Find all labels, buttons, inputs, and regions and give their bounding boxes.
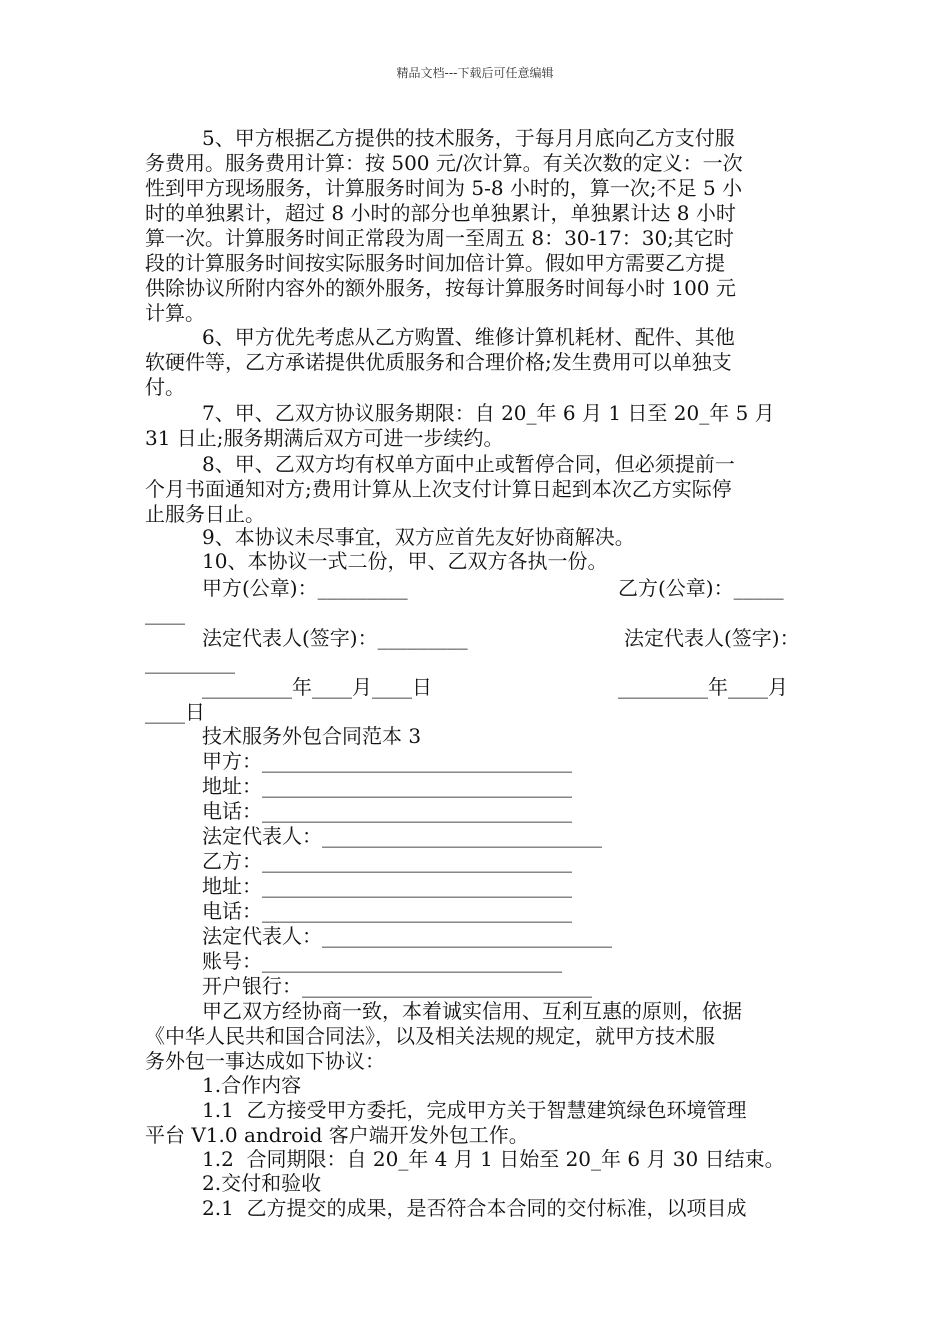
party-a-representative: 法定代表人(签字)：_________ [202,626,468,650]
party-b-date-continuation: ____日 [145,700,205,724]
intro-line: 甲乙双方经协商一致，本着诚实信用、互利互惠的原则，依据 [202,999,742,1023]
form-field-representative-b: 法定代表人：_____________________________ [202,924,612,948]
section-1-heading: 1.合作内容 [202,1073,302,1097]
intro-line: 《中华人民共和国合同法》，以及相关法规的规定，就甲方技术服 [145,1024,715,1048]
page-header: 精品文档---下载后可任意编辑 [396,66,554,80]
paragraph-5-line: 段的计算服务时间按实际服务时间加倍计算。假如甲方需要乙方提 [145,251,725,275]
form-field-address-b: 地址：_______________________________ [202,874,572,898]
clause-1-2: 1.2 合同期限：自 20_年 4 月 1 日始至 20_年 6 月 30 日结束。 [202,1147,785,1171]
contract-3-title: 技术服务外包合同范本 3 [202,724,422,748]
paragraph-5-line: 算一次。计算服务时间正常段为周一至周五 8：30-17：30;其它时 [145,226,734,250]
paragraph-5-line: 5、甲方根据乙方提供的技术服务，于每月月底向乙方支付服 [202,126,735,150]
party-b-seal: 乙方(公章)：_____ [618,576,784,600]
form-field-account: 账号：______________________________ [202,949,562,973]
paragraph-5-line: 计算。 [145,301,205,325]
paragraph-6-line: 付。 [145,375,185,399]
form-field-party-a: 甲方：_______________________________ [202,749,572,773]
form-field-party-b: 乙方：_______________________________ [202,849,572,873]
paragraph-9: 9、本协议未尽事宜，双方应首先友好协商解决。 [202,525,635,549]
party-b-representative-continuation: _________ [145,650,235,674]
paragraph-5-line: 时的单独累计，超过 8 小时的部分也单独累计，单独累计达 8 小时 [145,201,736,225]
paragraph-7-line: 31 日止;服务期满后双方可进一步续约。 [145,426,504,450]
intro-line: 务外包一事达成如下协议： [145,1049,385,1073]
paragraph-10: 10、本协议一式二份，甲、乙双方各执一份。 [202,549,608,573]
paragraph-5-line: 性到甲方现场服务，计算服务时间为 5-8 小时的，算一次;不足 5 小 [145,176,743,200]
form-field-bank: 开户银行：_____________________________ [202,974,592,998]
form-field-representative-a: 法定代表人：____________________________ [202,824,602,848]
party-b-date: _________年____月 [618,675,788,699]
form-field-phone-b: 电话：_______________________________ [202,899,572,923]
form-field-phone-a: 电话：_______________________________ [202,799,572,823]
clause-1-1-line: 1.1 乙方接受甲方委托，完成甲方关于智慧建筑绿色环境管理 [202,1098,747,1122]
clause-2-1-line: 2.1 乙方提交的成果，是否符合本合同的交付标准，以项目成 [202,1196,747,1220]
paragraph-6-line: 6、甲方优先考虑从乙方购置、维修计算机耗材、配件、其他 [202,325,735,349]
party-b-representative: 法定代表人(签字)： [624,626,800,650]
section-2-heading: 2.交付和验收 [202,1171,322,1195]
form-field-address-a: 地址：_______________________________ [202,774,572,798]
party-b-seal-continuation: ____ [145,601,185,625]
paragraph-8-line: 止服务日止。 [145,502,265,526]
paragraph-8-line: 个月书面通知对方;费用计算从上次支付计算日起到本次乙方实际停 [145,477,732,501]
party-a-date: _________年____月____日 [202,675,432,699]
clause-1-1-line: 平台 V1.0 android 客户端开发外包工作。 [145,1123,529,1147]
paragraph-6-line: 软硬件等，乙方承诺提供优质服务和合理价格;发生费用可以单独支 [145,350,732,374]
paragraph-8-line: 8、甲、乙双方均有权单方面中止或暂停合同，但必须提前一 [202,452,735,476]
paragraph-7-line: 7、甲、乙双方协议服务期限：自 20_年 6 月 1 日至 20_年 5 月 [202,401,775,425]
party-a-seal: 甲方(公章)：_________ [202,576,408,600]
paragraph-5-line: 供除协议所附内容外的额外服务，按每计算服务时间每小时 100 元 [145,276,736,300]
paragraph-5-line: 务费用。服务费用计算：按 500 元/次计算。有关次数的定义：一次 [145,151,743,175]
